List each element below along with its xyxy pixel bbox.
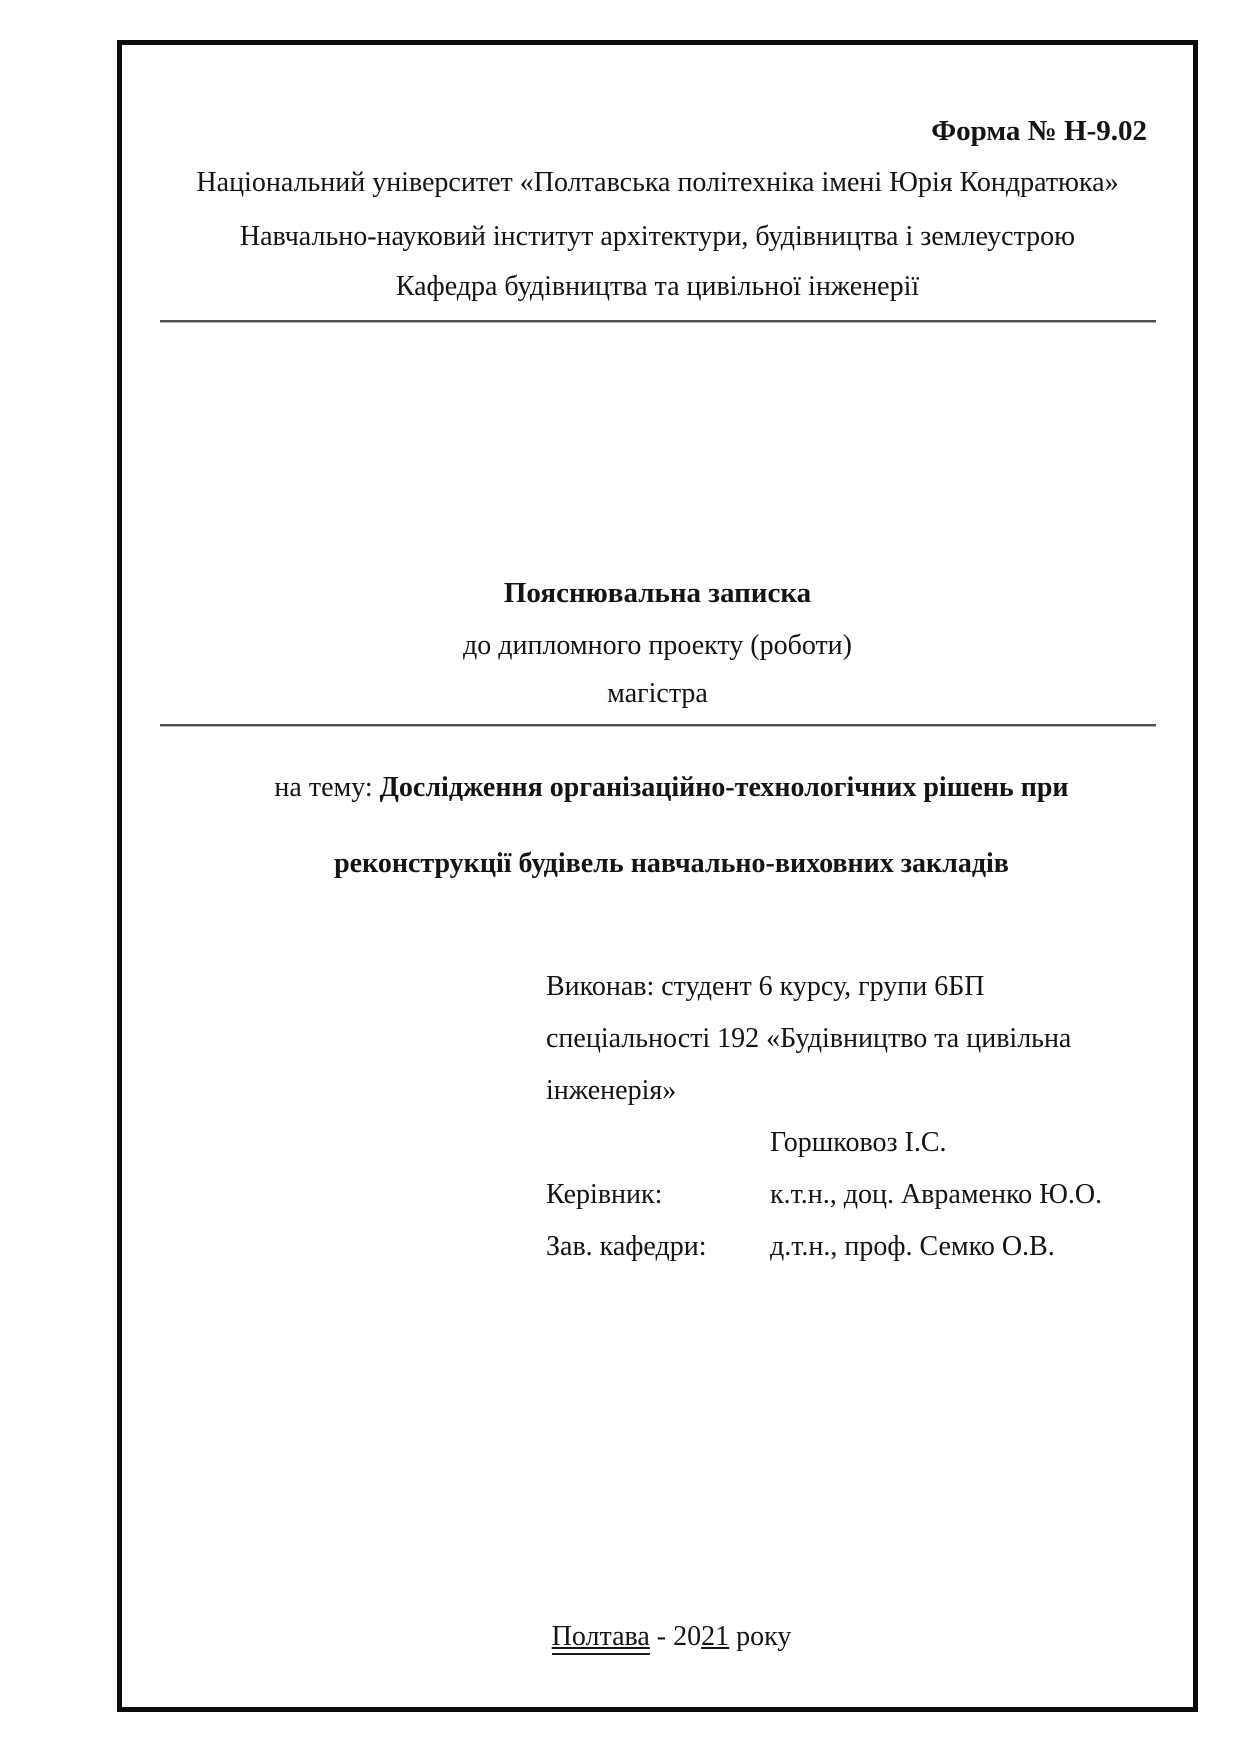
footer-city: Полтава bbox=[552, 1621, 650, 1655]
topic-text-line1: Дослідження організаційно-технологічних рішень при bbox=[379, 772, 1069, 803]
supervisor-label: Керівник: bbox=[546, 1179, 663, 1210]
performed-by-row-1 bbox=[546, 970, 1158, 1022]
footer-year-word: року bbox=[729, 1621, 792, 1652]
performed-by-row-2 bbox=[546, 1022, 1158, 1074]
topic-label: на тему: bbox=[274, 772, 380, 803]
footer-dash: - bbox=[649, 1621, 674, 1652]
author-row bbox=[546, 1126, 1158, 1178]
topic-text-line2: реконструкції будівель навчально-виховних закладів bbox=[334, 848, 1009, 879]
department-head-name: д.т.н., проф. Семко О.В. bbox=[770, 1231, 1055, 1262]
document-subtitle: до дипломного проекту (роботи) bbox=[463, 630, 852, 661]
supervisor-name: к.т.н., доц. Авраменко Ю.О. bbox=[770, 1179, 1103, 1210]
performed-by-row-3 bbox=[546, 1074, 1158, 1126]
supervisor-row bbox=[546, 1178, 1158, 1230]
performed-by-line2: спеціальності 192 «Будівництво та цивільна bbox=[546, 1023, 1072, 1054]
horizontal-rule-top bbox=[160, 320, 1156, 322]
city-year-footer bbox=[117, 1586, 1198, 1688]
topic-paragraph bbox=[117, 731, 1198, 921]
university-name: Національний університет «Полтавська політехніка імені Юрія Кондратюка» bbox=[196, 167, 1119, 198]
footer-year-prefix: 20 bbox=[673, 1621, 702, 1652]
horizontal-rule-topic bbox=[160, 724, 1156, 726]
footer-year-underlined: 21 bbox=[701, 1621, 730, 1652]
document-title: Пояснювальна записка bbox=[503, 577, 812, 609]
department-head-row bbox=[546, 1230, 1158, 1282]
performed-by-line3: інженерія» bbox=[546, 1075, 677, 1106]
author-name: Горшковоз І.С. bbox=[770, 1127, 947, 1158]
degree-level: магістра bbox=[607, 678, 708, 709]
form-number: Форма № Н-9.02 bbox=[931, 115, 1147, 147]
institute-name: Навчально-науковий інститут архітектури, будівництва і землеустрою bbox=[239, 221, 1076, 252]
department-name: Кафедра будівництва та цивільної інженерії bbox=[395, 271, 920, 302]
executor-block bbox=[546, 970, 1158, 1282]
department-head-label: Зав. кафедри: bbox=[546, 1231, 707, 1262]
performed-by-line1: Виконав: студент 6 курсу, групи 6БП bbox=[546, 971, 985, 1002]
